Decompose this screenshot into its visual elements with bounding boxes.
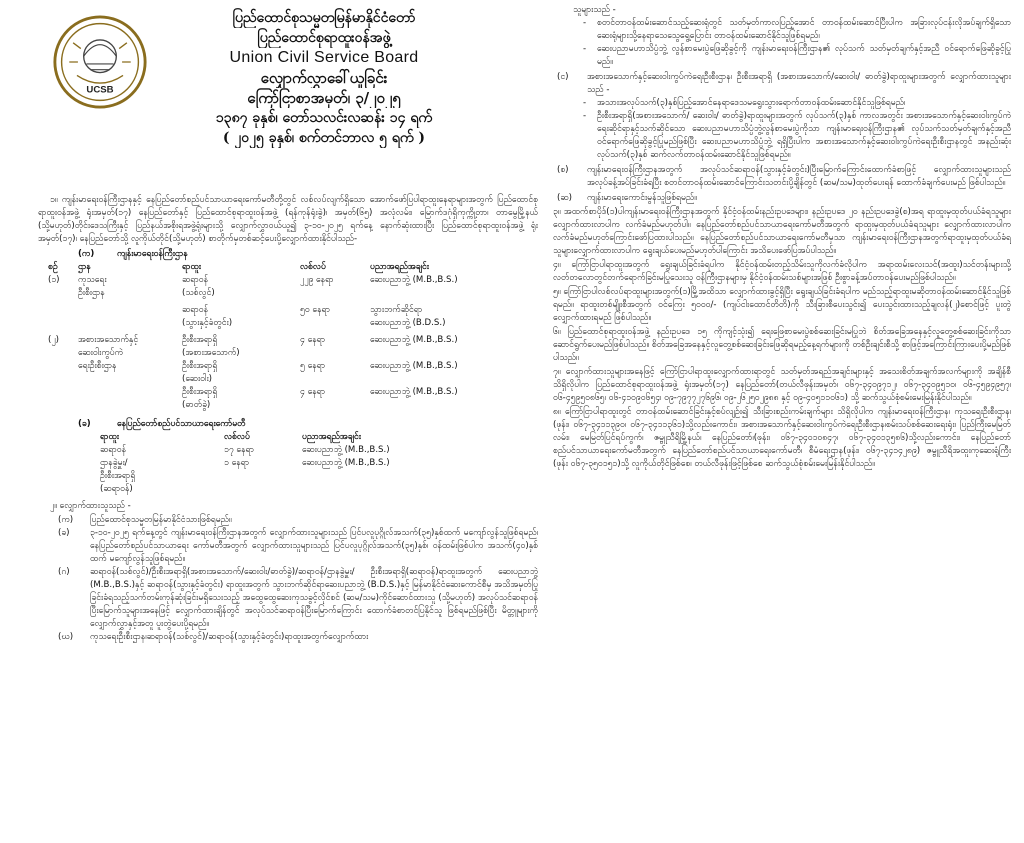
bullet-dash: - — [583, 111, 587, 121]
row-num — [38, 360, 78, 373]
section-kha-title: နေပြည်တော်စည်ပင်သာယာရေးကော်မတီ — [117, 419, 246, 429]
row-post: (သစ်လွင်) — [182, 288, 215, 298]
row-count — [224, 483, 302, 496]
item-text: ကျန်းမာရေးကောင်းမွန်သူဖြစ်ရမည်။ — [587, 193, 697, 203]
row-post: ဆရာဝန် — [182, 305, 209, 315]
paragraph-8: ၈။ ကြော်ငြာပါရာထူးတွင် တာဝန်ထမ်းဆောင်ခြင်းနှင့်စပ်လျဉ်း၍ သီးခြားစည်းကမ်းချက်များ သိရှိလိုပါက ကျန်းမာရေးဝန်ကြီးဌာန၊ ကုသရေးဦးစီးဌာန၊ (ဖုန်း၊ ၀၆၇-၃၄၁၁၃၉၀၊ ၀၆၇-၃၄၁၁၃၆၁)သို့လည်းကောင်း၊ အစားအသောက်နှင့်ဆေးဝါးကွပ်ကဲရေးဦးစီးဌာန၊စမ်းသပ်စစ်ဆေးရေးရုံး၊ ပြည်ကြီးမေမြတ်လမ်း၊ မေမြတ်ပြင်ရပ်ကွက်၊ ဇမ္ဗူသီရိမြို့နယ်၊ နေပြည်တော်၊(ဖုန်း၊ ၀၆၇-၃၄၀၁၀၈၄၇၊ ၀၆၇-၃၄၀၁၃၅၈၆)သို့လည်းကောင်း၊ နေပြည်တော် စည်ပင်သာယာရေးကော်မတီအတွက် နေပြည်တော်စည်ပင်သာယာရေးကော်မတီ၊ စီမံရေးဌာန(ဖုန်း၊ ၀၆၇-၃၄၁၄၂၈၉) ဇမ္ဗူသီရိအထူးကုဆေးရုံကြီး (ဖုန်း ၀၆၇-၃၅၀၁၅၁)သို့ လူကိုယ်တိုင်ဖြစ်စေ၊ တယ်လီဖုန်းဖြင့်ဖြစ်စေ ဆက်သွယ်စုံစမ်းမေးမြန်းနိုင်ပါသည်။ — [553, 407, 1011, 469]
row-post: (ဓာတ်ခွဲ) — [182, 400, 211, 410]
bullet-dash: - — [583, 44, 587, 54]
notice-number: ကြော်ငြာစာအမှတ်၊ ၃/၂၀၂၅ — [247, 89, 401, 107]
col-post: ရာထူး — [100, 432, 119, 442]
item-text: ပြည်ထောင်စုသမ္မတမြန်မာနိုင်ငံသားဖြစ်ရမည်။ — [90, 515, 232, 525]
left-column — [38, 6, 538, 840]
row-dept: ဆေးဝါးကွပ်ကဲ — [78, 348, 124, 358]
right-column — [553, 4, 1011, 840]
col-count: လစ်လပ် — [300, 262, 326, 272]
row-dept — [78, 317, 182, 330]
table-row — [38, 317, 538, 330]
row-count: ၁ နေရာ — [224, 458, 250, 468]
bullet-dash: - — [583, 18, 587, 28]
row-qual: ဆေးပညာဘွဲ့ (M.B.,B.S.) — [302, 445, 390, 455]
col-post: ရာထူး — [182, 262, 201, 272]
paragraph-4: ၄။ ကြော်ငြာပါရာထူးအတွက် ရွေးချယ်ခြင်းခံရပါက နိုင်ငံ့ဝန်ထမ်းတည့်သိမ်းသူကိုလက်ခံလိုပါက အရာထမ်းလေးသင်(အထူး)သင်တန်းများသို့ လတ်တလောတွင်တက်ရောက်ခြင်းမပြုသေးသူ ဝန်ကြီးဌာနများမှ နိုင်ငံ့ဝန်ထမ်းသစ်များအဖြစ် ဦးစွာခန့်အပ်တာဝန်ပေးမည်ဖြစ်ပါသည်။ — [553, 260, 1011, 283]
row-qual — [370, 399, 538, 412]
col-count: လစ်လပ် — [224, 432, 250, 442]
item-label: (က) — [58, 515, 74, 525]
item-text: ကျန်းမာရေးဝန်ကြီးဌာနအတွက် အလုပ်သင်ဆရာဝန်(သွားနှင့်ခံတွင်း)ပြီးမြောက်ကြောင်းထောက်ခံစာဖြင့် လျှောက်ထားသူများသည် အလုပ်ခန့်အပ်ခြင်းခံရပြီး စတင်တာဝန်ထမ်းဆောင်ကြောင်းသတင်းပို့ချိန်တွင် (ဆမ/သမ)ထုတ်ပေးရန် ထောက်ခံချက်ပေးမည် ဖြစ်ပါသည်။ — [587, 165, 1011, 188]
paragraph-2-title: ၂။ လျှောက်ထားသူသည် - — [50, 501, 131, 511]
row-post: ဌာနခွဲမှူး/ — [100, 458, 128, 468]
row-dept: ဦးစီးဌာန — [78, 288, 105, 298]
country-name: ပြည်ထောင်စုသမ္မတမြန်မာနိုင်ငံတော် — [232, 10, 416, 26]
table-row — [38, 483, 538, 496]
row-num — [38, 317, 78, 330]
row-qual: ဆေးပညာဘွဲ့ (M.B.,B.S.) — [370, 361, 458, 371]
row-count: ၅၀ နေရာ — [300, 305, 330, 315]
row-num: (၂) — [48, 335, 59, 345]
row-count: ၅ နေရာ — [300, 361, 326, 371]
table-row — [38, 347, 538, 360]
row-post: (သွားနှင့်ခံတွင်း) — [182, 318, 233, 328]
row-qual: ဆေးပညာဘွဲ့ (B.D.S.) — [370, 318, 446, 328]
row-count — [300, 287, 370, 300]
paragraph-3: ၃။ အထက်စာပိုဒ်(၁)ပါကျန်းမာရေးဝန်ကြီးဌာနအတွက် နိုင်ငံ့ဝန်ထမ်းနည်းဥပဒေများ၊ နည်းဥပဒေ ၂၀ နည်းဥပဒေခွဲ(စ)အရ ရာထူးမှထုတ်ပယ်ခံရသူများလျှောက်ထားလာပါက လက်ခံမည်မဟုတ်ပါ။ နေပြည်တော်စည်ပင်သာယာရေးကော်မတီအတွက် ရာထူးမှထုတ်ပယ်ခံရသူများ လျှောက်ထားလာပါက လက်ခံမည်မဟုတ်ကြောင်းဖော်ပြထားပါသည်။ နေပြည်တော်စည်ပင်သာယာရေးကော်မတီမှသာ ကျန်းမာရေးဝန်ကြီးဌာနအတွက်ရာထူးမှထုတ်ပယ်ခံရသူများလျှောက်ထားလာပါက ရွေးချယ်ပေးမည်မဟုတ်ပါကြောင်း အသိပေးဖော်ပြအပ်ပါသည်။ — [553, 207, 1011, 256]
row-count — [300, 373, 370, 386]
row-qual: ဆေးပညာဘွဲ့ (M.B.,B.S.) — [370, 275, 458, 285]
row-count: ၄ နေရာ — [300, 387, 326, 397]
list-item — [553, 97, 1011, 110]
myanmar-date: ၁၃၈၇ ခုနှစ်၊ တော်သလင်းလဆန်း ၁၄ ရက် — [215, 110, 433, 126]
row-num — [38, 304, 78, 317]
table-header — [38, 261, 538, 274]
row-count: ၂၂၉ နေရာ — [300, 275, 334, 285]
row-dept: ရေးဦးစီးဌာန — [78, 361, 117, 371]
list-item — [553, 164, 1011, 190]
list-item — [38, 566, 538, 631]
item-label: (ဆ) — [557, 193, 573, 203]
row-post: (ဆေးဝါး) — [182, 374, 213, 384]
row-count — [300, 399, 370, 412]
table-row — [38, 304, 538, 317]
row-dept — [78, 304, 182, 317]
item-text: ဆေးပညာမဟာသိပ္ပံဘွဲ့ လွန်စာမေးပွဲဖြေဆိုခွင့်ကို ကျန်းမာရေးဝန်ကြီးဌာန၏ လုပ်သက် သတ်မှတ်ချက်နှင့်အညီ ဝင်ရောက်ဖြေဆိုခွင့်ပြုမည်။ — [597, 44, 1011, 67]
row-post: ဆရာဝန် — [182, 275, 209, 285]
row-post: ဦးစီးအရာရှိ — [182, 387, 218, 397]
row-dept — [78, 373, 182, 386]
table-row — [38, 360, 538, 373]
row-qual — [302, 483, 538, 496]
list-item — [38, 527, 538, 566]
list-item — [553, 71, 1011, 97]
list-item — [38, 514, 538, 527]
row-num — [38, 373, 78, 386]
item-label: (ခ) — [58, 528, 70, 538]
left-body — [38, 194, 538, 644]
row-num — [38, 399, 78, 412]
section-kha-heading — [38, 418, 538, 431]
row-qual — [370, 373, 538, 386]
list-item — [38, 631, 538, 644]
gregorian-date: ( ၂၀၂၅ ခုနှစ်၊ စက်တင်ဘာလ ၅ ရက် ) — [222, 130, 426, 146]
item-text: ကုသရေးဦးစီးဌာန၊ဆရာဝန်(သစ်လွင်)/ဆရာဝန်(သွားနှင့်ခံတွင်း)ရာထူးအတွက်လျှောက်ထား — [90, 632, 369, 642]
row-count: ၁၇ နေရာ — [224, 445, 254, 455]
row-num — [38, 287, 78, 300]
row-dept — [78, 386, 182, 399]
col-num: စဉ် — [48, 262, 58, 272]
row-post: ဦးစီးအရာရှိ — [182, 335, 218, 345]
board-name-en: Union Civil Service Board — [229, 49, 419, 66]
ucsb-seal-logo — [52, 14, 148, 110]
row-dept — [78, 399, 182, 412]
row-qual — [370, 287, 538, 300]
col-dept: ဌာန — [78, 262, 91, 272]
row-count — [300, 347, 370, 360]
row-qual: သွားဘက်ဆိုင်ရာ — [370, 305, 423, 315]
row-qual: ဆေးပညာဘွဲ့ (M.B.,B.S.) — [302, 458, 390, 468]
list-item — [553, 43, 1011, 69]
paragraph-7: ၇။ လျှောက်ထားသူများအနေဖြင့် ကြော်ငြာပါရာထူးလျှောက်ထားရာတွင် သတ်မှတ်အရည်အချင်းများနှင့် အသေးစိတ်အချက်အလက်များကို အချိန်စီသိရှိလိုပါက ပြည်ထောင်စုရာထူးဝန်အဖွဲ့ ရုံးအမှတ်(၁၇) နေပြည်တော်(တယ်လီဖုန်းအမှတ်၊ ၀၆၇-၃၄၀၉၇၁၂၊ ၀၆၇-၃၄၀၉၅၁၀၊ ၀၆-၄၅၉၄၉၅၇၊ ၀၆-၄၅၉၅၀၈၆၅၊ ၀၆-၄၁၀၉၀၆၅၄၊ ၀၉-၇၉၇၇၂၇၆၉၆၊ ၀၉-၂၆၂၅၀၂၉၈၈ နှင့် ၀၉-၄၀၅၁၁၀၆၁) သို့ ဆက်သွယ်စုံစမ်းမေးမြန်းနိုင်ပါသည်။ — [553, 367, 1011, 403]
board-name-mm: ပြည်ထောင်စုရာထူးဝန်အဖွဲ့ — [257, 30, 391, 46]
table-row — [38, 373, 538, 386]
item-label: (ဂ) — [58, 567, 70, 577]
item-text: ၃-၁၀-၂၀၂၅ ရက်နေ့တွင် ကျန်းမာရေးဝန်ကြီးဌာနအတွက် လျှောက်ထားသူများသည် ပြင်ပလူပုဂ္ဂိုလ်အသက်(၃၅)နှစ်ထက် မကျော်လွန်သူဖြစ်ရမည်၊ နေပြည်တော်စည်ပင်သာယာရေး ကော်မတီအတွက် လျှောက်ထားသူများသည် ပြင်ပလူပုဂ္ဂိုလ်အသက်(၃၅)နှစ်၊ ဝန်ထမ်းဖြစ်ပါက အသက်(၄၀)နှစ်ထက် မကျော်လွန်သူဖြစ်ရမည်။ — [90, 528, 538, 564]
item-text: အသားအလုပ်သက်(၃)နှစ်ပြည့်အောင်နေရာဒေသမရွေးသွားရောက်တာဝန်ထမ်းဆောင်နိုင်သူဖြစ်ရမည်၊ — [597, 98, 906, 108]
paragraph-1: ၁။ ကျန်းမာရေးဝန်ကြီးဌာနနှင့် နေပြည်တော်စည်ပင်သာယာရေးကော်မတီတို့တွင် လစ်လပ်လျက်ရှိသော အောက်ဖော်ပြပါရာထူးနေရာများအတွက် ပြည်ထောင်စုရာထူးဝန်အဖွဲ့ ရုံးအမှတ်(၁၇) နေပြည်တော်နှင့် ပြည်ထောင်စုရာထူးဝန်အဖွဲ့ (ရန်ကုန်ရုံးခွဲ)၊ အမှတ်(၆၅) အလုံလမ်း၊ မြောက်ဒဂုံရှိကုက္ကို့တာ၊ တာမွေမြို့နယ် (သို့မဟုတ်)တိုင်းဒေသကြီးနှင့် ပြည်နယ်အစိုးရအဖွဲ့ရုံးများသို့ လျှောက်လွှာဝယ်ယူ၍ ၃-၁၀-၂၀၂၅ ရက်နေ့ နောက်ဆုံးထားပြီး ပြည်ထောင်စုရာထူးဝန်အဖွဲ့ ရုံးအမှတ်(၁၇)၊ နေပြည်တော်သို့ လူကိုယ်တိုင်(သို့မဟုတ်) စာတိုက်မှတစ်ဆင့်ပေးပို့လျှောက်ထားနိုင်ပါသည်- — [38, 195, 538, 244]
table-row — [38, 334, 538, 347]
bullet-dash: - — [583, 98, 587, 108]
continued-intro: သူများသည် - — [573, 5, 616, 15]
item-label: (င) — [557, 72, 569, 82]
item-text: အစားအသောက်နှင့်ဆေးဝါးကွပ်ကဲရေးဦးစီးဌာန၊ ဦးစီးအရာရှိ (အစားအသောက်/ဆေးဝါး/ ဓာတ်ခွဲ)ရာထူးများအတွက် လျှောက်ထားသူများသည် - — [587, 72, 1011, 95]
section-kha-label: (ခ) — [78, 419, 91, 429]
row-qual — [302, 470, 538, 483]
col-qual: ပညာအရည်အချင်း — [302, 432, 361, 442]
row-dept: ကုသရေး — [78, 275, 107, 285]
table-row — [38, 386, 538, 399]
row-post: ဦးစီးအရာရှိ — [182, 361, 218, 371]
table-row — [38, 470, 538, 483]
row-num — [38, 347, 78, 360]
col-qual: ပညာအရည်အချင်း — [370, 262, 429, 272]
item-text: ဦးစီးအရာရှိ(အစားအသောက်/ ဆေးဝါး/ ဓာတ်ခွဲ)ရာထူးများအတွက် လုပ်သက်(၃)နှစ် ကာလအတွင်း အစားအသောက်နှင့်ဆေးဝါးကွပ်ကဲရေးဆိုင်ရာနှင့်သက်ဆိုင်သော ဆေးပညာမဟာသိပ္ပံဘွဲ့လွန်စာမေးပွဲကိုသာ ကျန်းမာရေးဝန်ကြီးဌာန၏ လုပ်သက်သတ်မှတ်ချက်နှင့်အညီ ဝင်ရောက်ဖြေဆိုခွင့်ပြုမည်ဖြစ်ပြီး ဆေးပညာမဟာသိပ္ပံဘွဲ့ ရရှိပြီးပါက အစားအသောက်နှင့်ဆေးဝါးကွပ်ကဲရေးဦးစီးဌာနတွင် အနည်းဆုံးလုပ်သက်(၃)နှစ် ဆက်လက်တာဝန်ထမ်းဆောင်နိုင်သူဖြစ်ရမည်။ — [597, 111, 1011, 160]
right-body — [553, 4, 1011, 471]
paragraph-5: ၅။ ကြော်ငြာပါလစ်လပ်ရာထူးများအတွက်(၁)မြို့အထိသာ လျှောက်ထားခွင့်ရှိပြီး ရွေးချယ်ခြင်းခံရပါက မည်သည့်ရာထူးမဆိုတာဝန်ထမ်းဆောင်နိုင်သူဖြစ်ရမည်။ ရာထူးတစ်မျိုးစီအတွက် ဝင်ကြေး ၅၀၀၀/- (ကျပ်ငါးထောင်တိတိ)ကို သီးခြားစီပေးသွင်း၍ ပေးသွင်းထားသည့်ချလန်(၂)စောင်ဖြင့် ပူးတွဲလျှောက်ထားရမည် ဖြစ်ပါသည်။ — [553, 287, 1011, 323]
section-ka-title: ကျန်းမာရေးဝန်ကြီးဌာန — [117, 249, 188, 259]
row-post: (ဆရာဝန်) — [100, 484, 133, 494]
item-text: ဆရာဝန်(သစ်လွင်)/ဦးစီးအရာရှိ(အစားအသောက်/ဆေးဝါး/ဓာတ်ခွဲ)/ဆရာဝန်/ဌာနခွဲမှူး/ ဦးစီးအရာရှိ(ဆရာဝန်)ရာထူးအတွက် ဆေးပညာဘွဲ့ (M.B.,B.S.)နှင့် ဆရာဝန်(သွားနှင့်ခံတွင်း) ရာထူးအတွက် သွားဘက်ဆိုင်ရာဆေးပညာဘွဲ့ (B.D.S.)နှင့် မြန်မာနိုင်ငံဆေးကောင်စီမှ အသိအမှတ်ပြုခြင်းခံရသည့်သက်တမ်းကုန်ဆုံးခြင်းမရှိသေးသည့် အထွေထွေဆေးကုသခွင့်လိုင်စင် (ဆမ/သမ)ကိုင်ဆောင်ထားသူ (သို့မဟုတ်) အလုပ်သင်ဆရာဝန်ပြီးမြောက်သူများအနေဖြင့် လျှောက်ထားချိန်တွင် အလုပ်သင်ဆရာဝန်ပြီးမြောက်ကြောင်း ထောက်ခံစာတင်ပြနိုင်သူ ဖြစ်ရမည်ဖြစ်ပြီး မိတ္တူများကို လျှောက်လွှာနှင့်အတူ ပူးတွဲပေးပို့ရမည်။ — [90, 567, 538, 629]
notice-header — [144, 8, 504, 148]
row-post: ဆရာဝန် — [100, 445, 127, 455]
list-item — [553, 110, 1011, 162]
table-row — [38, 274, 538, 287]
row-dept: အစားအသောက်နှင့် — [78, 335, 139, 345]
row-post: ဦးစီးအရာရှိ — [100, 471, 136, 481]
row-qual: ဆေးပညာဘွဲ့ (M.B.,B.S.) — [370, 387, 458, 397]
row-qual: ဆေးပညာဘွဲ့ (M.B.,B.S.) — [370, 335, 458, 345]
table-row — [38, 457, 538, 470]
row-qual — [370, 347, 538, 360]
row-count — [224, 470, 302, 483]
table-row — [38, 287, 538, 300]
row-post: (အစားအသောက်) — [182, 348, 240, 358]
section-ka-label: (က) — [78, 249, 95, 259]
row-count: ၄ နေရာ — [300, 335, 326, 345]
list-item — [553, 17, 1011, 43]
item-label: (စ) — [557, 165, 569, 175]
row-num: (၁) — [48, 275, 60, 285]
section-ka-heading — [38, 248, 538, 261]
list-item — [553, 192, 1011, 205]
row-count — [300, 317, 370, 330]
table2-header — [38, 431, 538, 444]
notice-title: လျှောက်လွှာခေါ်ယူခြင်း — [260, 69, 388, 87]
row-num — [38, 386, 78, 399]
item-label: (ဃ) — [58, 632, 74, 642]
paragraph-6: ၆။ ပြည်ထောင်စုရာထူးဝန်အဖွဲ့ နည်းဥပဒေ ၁၅ ကိုကျင့်သုံး၍ ရေးဖြေစာမေးပွဲစစ်ဆေးခြင်းမပြုဘဲ စိတ်အခြေအနေနှင့်လူတွေ့စစ်ဆေးခြင်းကိုသာ ဆောင်ရွက်ပေးမည်ဖြစ်ပါသည်။ စိတ်အခြေအနေနှင့်လူတွေ့စစ်ဆေးခြင်းဖြေဆိုရမည့်နေ့ရက်များကို တစ်ဦးချင်းစီသို့ စာဖြင့်အကြောင်းကြားပေးပို့မည်ဖြစ်ပါသည်။ — [553, 327, 1011, 363]
svg-text:UCSB: UCSB — [86, 84, 114, 96]
item-text: စတင်တာဝန်ထမ်းဆောင်သည့်ဆေးရုံတွင် သတ်မှတ်ကာလပြည့်အောင် တာဝန်ထမ်းဆောင်ပြီးပါက အခြားလုပ်ငန်းလိုအပ်ချက်ရှိသောဆေးရုံများသို့နေရာသေသွေရွေ့ပြောင်း တာဝန်ထမ်းဆောင်နိုင်သူဖြစ်ရမည်၊ — [597, 18, 1011, 41]
table-row — [38, 399, 538, 412]
table-row — [38, 444, 538, 457]
